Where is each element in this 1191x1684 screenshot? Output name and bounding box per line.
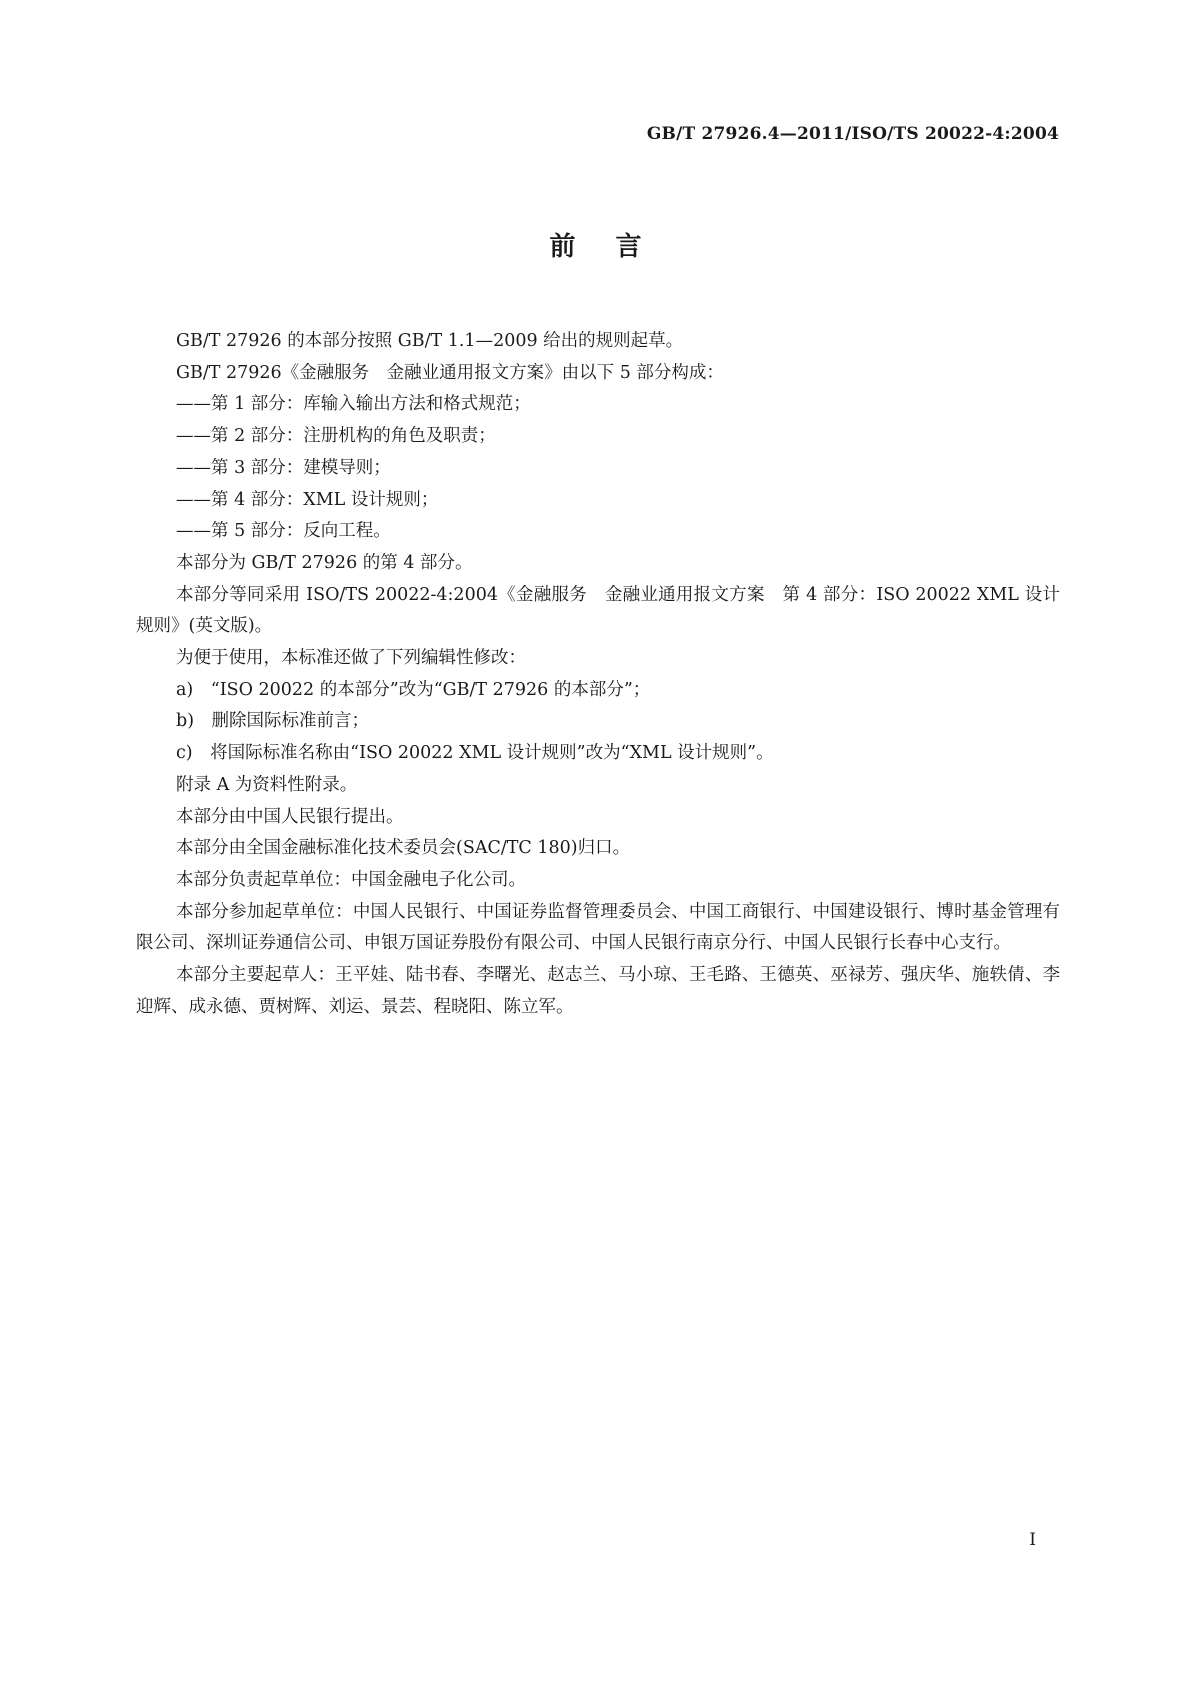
paragraph-responsible-committee: 本部分由全国金融标准化技术委员会(SAC/TC 180)归口。 xyxy=(176,838,631,859)
list-item-part-4: ——第 4 部分：XML 设计规则； xyxy=(176,489,439,510)
paragraph-drafting-rules: GB/T 27926 的本部分按照 GB/T 1.1—2009 给出的规则起草。 xyxy=(176,331,684,351)
list-item-change-b: b) 删除国际标准前言； xyxy=(176,711,370,732)
paragraph-equivalent-adoption: 本部分等同采用 ISO/TS 20022-4:2004《金融服务 金融业通用报文方案 第 4 部分：ISO 20022 XML 设计规则》(英文版)。 xyxy=(136,584,1060,637)
paragraph-editorial-changes: 为便于使用，本标准还做了下列编辑性修改： xyxy=(176,648,526,669)
paragraph-main-drafters: 本部分主要起草人：王平娃、陆书春、李曙光、赵志兰、马小琼、王毛路、王德英、巫禄芳、强庆华、施轶倩、李迎辉、成永德、贾树辉、刘运、景芸、程晓阳、陈立军。 xyxy=(136,965,1060,1017)
paragraph-participating-drafters: 本部分参加起草单位：中国人民银行、中国证券监督管理委员会、中国工商银行、中国建设银行、博时基金管理有限公司、深圳证券通信公司、申银万国证券股份有限公司、中国人民银行南京分行、中国人民银行长春中心支行。 xyxy=(136,901,1060,954)
standard-code-header: GB/T 27926.4—2011/ISO/TS 20022-4:2004 xyxy=(646,124,1059,144)
paragraph-proposer: 本部分由中国人民银行提出。 xyxy=(176,806,404,827)
paragraph-this-part: 本部分为 GB/T 27926 的第 4 部分。 xyxy=(176,552,473,573)
foreword-body xyxy=(136,326,1060,1023)
paragraph-parts-intro: GB/T 27926《金融服务 金融业通用报文方案》由以下 5 部分构成： xyxy=(176,362,724,383)
list-item-change-a: a) “ISO 20022 的本部分”改为“GB/T 27926 的本部分”； xyxy=(176,679,651,700)
list-item-part-5: ——第 5 部分：反向工程。 xyxy=(176,521,391,542)
list-item-part-3: ——第 3 部分：建模导则； xyxy=(176,457,391,478)
list-item-part-2: ——第 2 部分：注册机构的角色及职责； xyxy=(176,426,496,447)
paragraph-responsible-drafter: 本部分负责起草单位：中国金融电子化公司。 xyxy=(176,869,526,890)
list-item-change-c: c) 将国际标准名称由“ISO 20022 XML 设计规则”改为“XML 设计规则”。 xyxy=(176,743,774,764)
page-number: I xyxy=(1029,1530,1036,1550)
paragraph-annex: 附录 A 为资料性附录。 xyxy=(176,774,358,795)
page-title: 前言 xyxy=(549,232,682,262)
list-item-part-1: ——第 1 部分：库输入输出方法和格式规范； xyxy=(176,394,531,415)
